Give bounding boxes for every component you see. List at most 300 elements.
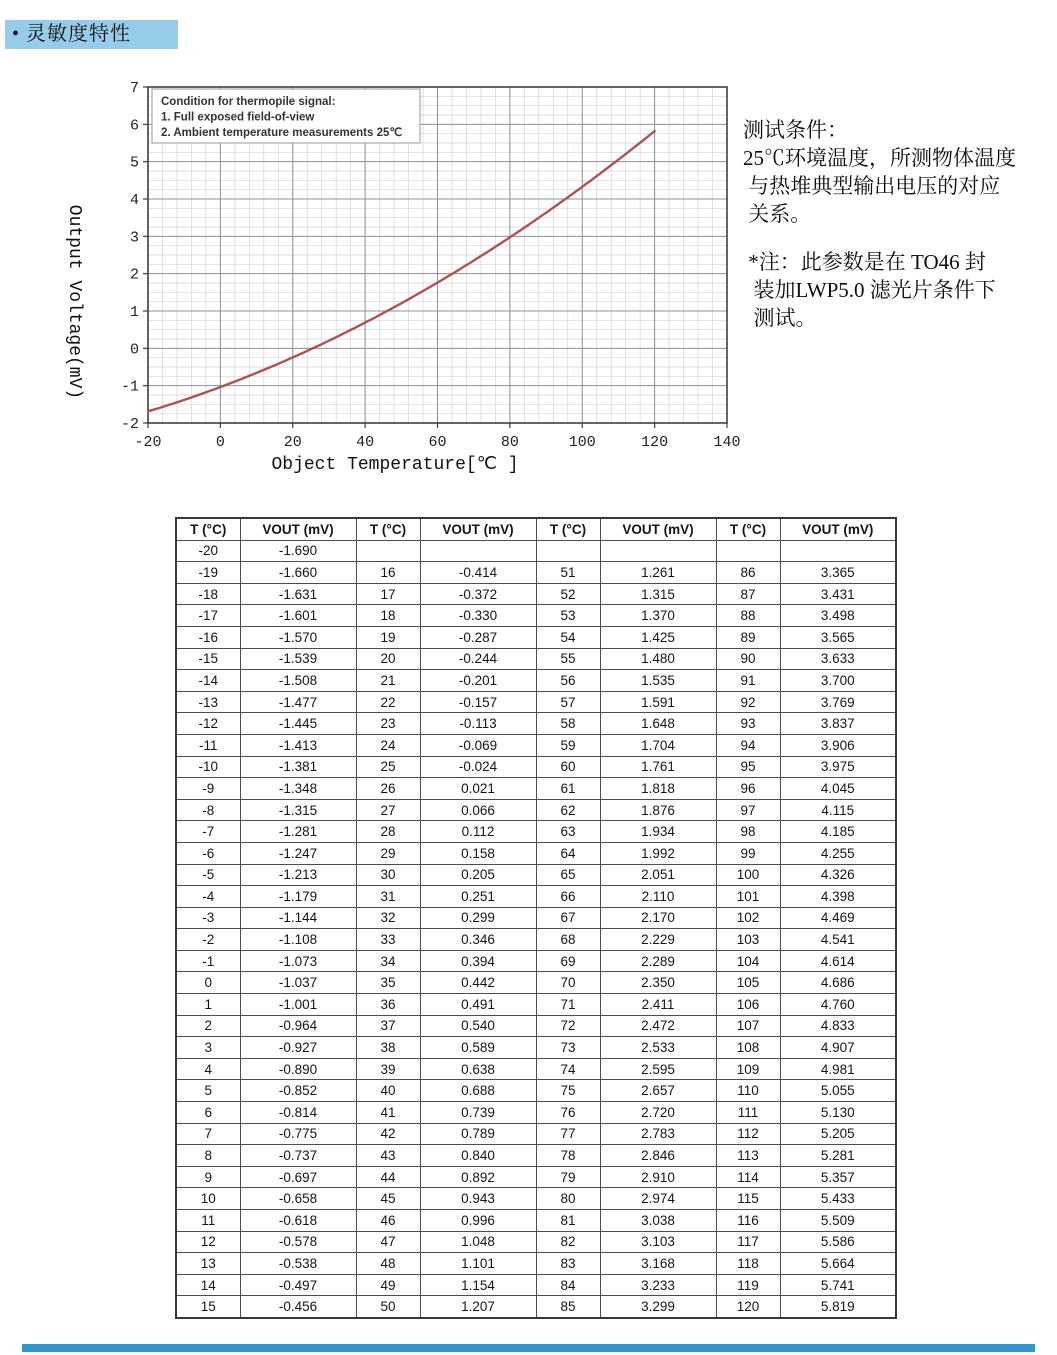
sensitivity-chart xyxy=(45,72,745,492)
table-cell: 5.819 xyxy=(780,1296,896,1318)
table-cell: -1.508 xyxy=(240,670,356,692)
voltage-table xyxy=(175,517,897,1319)
table-cell: 35 xyxy=(356,972,420,994)
table-cell: -0.658 xyxy=(240,1188,356,1210)
table-cell: 92 xyxy=(716,691,780,713)
table-cell: 119 xyxy=(716,1274,780,1296)
table-cell: 61 xyxy=(536,778,600,800)
table-cell: 109 xyxy=(716,1058,780,1080)
note-line: 装加LWP5.0 滤光片条件下 xyxy=(743,278,996,302)
table-cell: 0.943 xyxy=(420,1188,536,1210)
table-cell: 3.906 xyxy=(780,734,896,756)
table-cell: 5 xyxy=(176,1080,240,1102)
table-cell: 4.115 xyxy=(780,799,896,821)
table-cell: 110 xyxy=(716,1080,780,1102)
note-line: 测试。 xyxy=(743,306,817,330)
table-cell: 12 xyxy=(176,1231,240,1253)
table-row xyxy=(176,799,896,821)
table-cell: -4 xyxy=(176,886,240,908)
table-cell: 120 xyxy=(716,1296,780,1318)
table-cell: 1.315 xyxy=(600,583,716,605)
table-cell: -15 xyxy=(176,648,240,670)
table-cell: 60 xyxy=(536,756,600,778)
table-cell: -0.157 xyxy=(420,691,536,713)
table-cell: 69 xyxy=(536,950,600,972)
table-cell: 84 xyxy=(536,1274,600,1296)
table-cell: -1.601 xyxy=(240,605,356,627)
table-row xyxy=(176,864,896,886)
table-cell: 76 xyxy=(536,1102,600,1124)
x-tick-label: 40 xyxy=(356,434,375,451)
table-cell: 80 xyxy=(536,1188,600,1210)
table-cell: 3.038 xyxy=(600,1210,716,1232)
table-cell: 2.657 xyxy=(600,1080,716,1102)
table-cell: 98 xyxy=(716,821,780,843)
table-cell: 48 xyxy=(356,1253,420,1275)
table-cell: -0.578 xyxy=(240,1231,356,1253)
y-tick-label: 4 xyxy=(129,192,139,209)
table-cell: -0.814 xyxy=(240,1102,356,1124)
table-cell: 0.066 xyxy=(420,799,536,821)
table-cell: 2.170 xyxy=(600,907,716,929)
y-tick-label: 6 xyxy=(129,117,139,135)
table-cell: 2.411 xyxy=(600,994,716,1016)
table-body xyxy=(176,540,896,1318)
table-cell: -0.372 xyxy=(420,583,536,605)
table-cell: 4 xyxy=(176,1058,240,1080)
header-cell: VOUT (mV) xyxy=(600,518,716,540)
table-cell: 14 xyxy=(176,1274,240,1296)
table-cell: 0.205 xyxy=(420,864,536,886)
table-cell: 1.535 xyxy=(600,670,716,692)
table-cell: 0.158 xyxy=(420,842,536,864)
table-cell: 101 xyxy=(716,886,780,908)
table-row xyxy=(176,886,896,908)
table-cell: 75 xyxy=(536,1080,600,1102)
table-cell: 42 xyxy=(356,1123,420,1145)
x-tick-label: 80 xyxy=(500,434,519,451)
table-cell: 20 xyxy=(356,648,420,670)
table-row xyxy=(176,1274,896,1296)
x-tick-label: 60 xyxy=(428,434,447,451)
table-cell: -1.073 xyxy=(240,950,356,972)
table-cell: 2.472 xyxy=(600,1015,716,1037)
table-cell: 57 xyxy=(536,691,600,713)
table-cell: 43 xyxy=(356,1145,420,1167)
table-cell: 94 xyxy=(716,734,780,756)
table-row xyxy=(176,950,896,972)
table-cell: -0.287 xyxy=(420,626,536,648)
table-row xyxy=(176,929,896,951)
table-cell: 5.741 xyxy=(780,1274,896,1296)
table-cell: 104 xyxy=(716,950,780,972)
table-row xyxy=(176,670,896,692)
table-cell: 0.299 xyxy=(420,907,536,929)
table-cell: -16 xyxy=(176,626,240,648)
table-cell: 73 xyxy=(536,1037,600,1059)
table-cell: 97 xyxy=(716,799,780,821)
table-cell: 3 xyxy=(176,1037,240,1059)
table-row xyxy=(176,626,896,648)
chart-line xyxy=(148,131,655,411)
table-cell: 1.207 xyxy=(420,1296,536,1318)
table-cell: 3.431 xyxy=(780,583,896,605)
table-cell: 32 xyxy=(356,907,420,929)
table-cell: 86 xyxy=(716,562,780,584)
table-cell xyxy=(716,540,780,562)
table-cell: 89 xyxy=(716,626,780,648)
table-cell: 5.205 xyxy=(780,1123,896,1145)
table-row xyxy=(176,691,896,713)
table-cell: 1.101 xyxy=(420,1253,536,1275)
table-cell: -0.497 xyxy=(240,1274,356,1296)
table-cell: 68 xyxy=(536,929,600,951)
table-cell: 1.761 xyxy=(600,756,716,778)
table-cell: 13 xyxy=(176,1253,240,1275)
header-cell: T (°C) xyxy=(356,518,420,540)
table-cell: -1.539 xyxy=(240,648,356,670)
table-cell: 4.326 xyxy=(780,864,896,886)
table-cell: 28 xyxy=(356,821,420,843)
table-cell: -1.281 xyxy=(240,821,356,843)
table-cell: 106 xyxy=(716,994,780,1016)
table-cell: 116 xyxy=(716,1210,780,1232)
table-cell: 0.840 xyxy=(420,1145,536,1167)
table-row xyxy=(176,1253,896,1275)
table-cell: 1.876 xyxy=(600,799,716,821)
table-cell: 4.907 xyxy=(780,1037,896,1059)
table-cell: 0.892 xyxy=(420,1166,536,1188)
table-cell: -0.414 xyxy=(420,562,536,584)
table-row xyxy=(176,756,896,778)
table-cell: -1.570 xyxy=(240,626,356,648)
table-cell: 0 xyxy=(176,972,240,994)
table-row xyxy=(176,648,896,670)
table-cell: 115 xyxy=(716,1188,780,1210)
table-cell: 19 xyxy=(356,626,420,648)
table-cell: 99 xyxy=(716,842,780,864)
table-row xyxy=(176,972,896,994)
table-cell: 17 xyxy=(356,583,420,605)
table-cell: 55 xyxy=(536,648,600,670)
table-cell: 18 xyxy=(356,605,420,627)
table-cell: 4.255 xyxy=(780,842,896,864)
table-cell: 2.533 xyxy=(600,1037,716,1059)
table-cell: 5.130 xyxy=(780,1102,896,1124)
table-cell: 9 xyxy=(176,1166,240,1188)
table-cell: 40 xyxy=(356,1080,420,1102)
table-cell: 2.974 xyxy=(600,1188,716,1210)
table-cell: 2.720 xyxy=(600,1102,716,1124)
table-cell: 44 xyxy=(356,1166,420,1188)
table-cell: 83 xyxy=(536,1253,600,1275)
table-cell: 1.591 xyxy=(600,691,716,713)
x-tick-label: 20 xyxy=(283,434,302,451)
table-row xyxy=(176,1037,896,1059)
table-cell: 50 xyxy=(356,1296,420,1318)
table-cell: -13 xyxy=(176,691,240,713)
table-cell: 78 xyxy=(536,1145,600,1167)
table-row xyxy=(176,1145,896,1167)
table-cell: 0.112 xyxy=(420,821,536,843)
table-cell: -0.113 xyxy=(420,713,536,735)
table-cell: 3.299 xyxy=(600,1296,716,1318)
footer-divider-bar xyxy=(22,1344,1035,1352)
table-cell: -5 xyxy=(176,864,240,886)
table-cell: 21 xyxy=(356,670,420,692)
x-tick-label: 120 xyxy=(641,434,669,451)
table-cell: -0.244 xyxy=(420,648,536,670)
table-cell: -0.964 xyxy=(240,1015,356,1037)
table-cell: 90 xyxy=(716,648,780,670)
table-cell: 0.251 xyxy=(420,886,536,908)
table-cell: 77 xyxy=(536,1123,600,1145)
table-cell: 102 xyxy=(716,907,780,929)
table-cell: 2.595 xyxy=(600,1058,716,1080)
table-cell: 29 xyxy=(356,842,420,864)
page-title: • 灵敏度特性 xyxy=(5,20,178,49)
table-cell: -18 xyxy=(176,583,240,605)
table-cell: 2.350 xyxy=(600,972,716,994)
table-cell: 1.934 xyxy=(600,821,716,843)
table-cell: 41 xyxy=(356,1102,420,1124)
table-cell: 22 xyxy=(356,691,420,713)
table-row xyxy=(176,778,896,800)
table-cell: 5.664 xyxy=(780,1253,896,1275)
table-cell xyxy=(356,540,420,562)
note-line: 与热堆典型输出电压的对应 xyxy=(743,174,1001,198)
table-cell: 23 xyxy=(356,713,420,735)
table-cell: -14 xyxy=(176,670,240,692)
table-cell xyxy=(536,540,600,562)
table-row xyxy=(176,1058,896,1080)
table-cell: -0.927 xyxy=(240,1037,356,1059)
table-cell: 3.365 xyxy=(780,562,896,584)
table-cell: 11 xyxy=(176,1210,240,1232)
table-cell: 1 xyxy=(176,994,240,1016)
table-cell: -12 xyxy=(176,713,240,735)
table-cell: 1.425 xyxy=(600,626,716,648)
table-cell: -3 xyxy=(176,907,240,929)
table-cell: -1.690 xyxy=(240,540,356,562)
table-cell: -1.413 xyxy=(240,734,356,756)
table-cell: 26 xyxy=(356,778,420,800)
table-row xyxy=(176,1231,896,1253)
table-cell: -1.213 xyxy=(240,864,356,886)
table-cell: 1.370 xyxy=(600,605,716,627)
table-row xyxy=(176,562,896,584)
table-cell: 88 xyxy=(716,605,780,627)
table-cell: 47 xyxy=(356,1231,420,1253)
table-cell: 2.051 xyxy=(600,864,716,886)
table-cell: -0.775 xyxy=(240,1123,356,1145)
table-cell: 85 xyxy=(536,1296,600,1318)
header-cell: VOUT (mV) xyxy=(420,518,536,540)
y-tick-label: 1 xyxy=(129,304,139,321)
table-cell: 5.357 xyxy=(780,1166,896,1188)
table-row xyxy=(176,734,896,756)
table-cell: 67 xyxy=(536,907,600,929)
y-axis-label: Output Voltage(mV) xyxy=(64,204,84,400)
table-cell: 3.633 xyxy=(780,648,896,670)
table-cell: 4.686 xyxy=(780,972,896,994)
table-cell: -1.381 xyxy=(240,756,356,778)
table-cell: 4.614 xyxy=(780,950,896,972)
table-cell: 39 xyxy=(356,1058,420,1080)
table-cell: 4.398 xyxy=(780,886,896,908)
table-cell: 5.433 xyxy=(780,1188,896,1210)
table-cell: 74 xyxy=(536,1058,600,1080)
table-cell: -1.315 xyxy=(240,799,356,821)
table-cell: 51 xyxy=(536,562,600,584)
table-cell: 72 xyxy=(536,1015,600,1037)
table-cell: 87 xyxy=(716,583,780,605)
table-cell: 95 xyxy=(716,756,780,778)
table-cell: -8 xyxy=(176,799,240,821)
table-row xyxy=(176,1102,896,1124)
table-cell: 1.480 xyxy=(600,648,716,670)
table-cell: 0.739 xyxy=(420,1102,536,1124)
table-cell: 5.055 xyxy=(780,1080,896,1102)
table-cell: 1.261 xyxy=(600,562,716,584)
table-cell: -0.890 xyxy=(240,1058,356,1080)
table-cell: -20 xyxy=(176,540,240,562)
table-cell: 1.818 xyxy=(600,778,716,800)
table-cell: 15 xyxy=(176,1296,240,1318)
x-tick-label: 100 xyxy=(568,434,596,451)
table-cell: 3.837 xyxy=(780,713,896,735)
table-row xyxy=(176,1166,896,1188)
table-cell: -1.631 xyxy=(240,583,356,605)
table-cell: 4.541 xyxy=(780,929,896,951)
table-row xyxy=(176,1123,896,1145)
table-cell: 52 xyxy=(536,583,600,605)
table-cell: 54 xyxy=(536,626,600,648)
table-cell: 91 xyxy=(716,670,780,692)
table-cell: 4.760 xyxy=(780,994,896,1016)
table-cell: 36 xyxy=(356,994,420,1016)
test-conditions-note xyxy=(743,116,1057,332)
annotation-line: 2. Ambient temperature measurements 25℃ xyxy=(161,127,403,139)
table-cell: 96 xyxy=(716,778,780,800)
table-cell: -1.348 xyxy=(240,778,356,800)
table-cell: -19 xyxy=(176,562,240,584)
table-cell: -6 xyxy=(176,842,240,864)
table-row xyxy=(176,713,896,735)
table-cell: 0.021 xyxy=(420,778,536,800)
table-cell: -0.737 xyxy=(240,1145,356,1167)
table-row xyxy=(176,1210,896,1232)
table-cell: -2 xyxy=(176,929,240,951)
table-cell: -0.852 xyxy=(240,1080,356,1102)
table-cell: 107 xyxy=(716,1015,780,1037)
table-cell: 3.769 xyxy=(780,691,896,713)
table-cell: 31 xyxy=(356,886,420,908)
table-cell: 66 xyxy=(536,886,600,908)
table-cell: 117 xyxy=(716,1231,780,1253)
table-cell: 1.154 xyxy=(420,1274,536,1296)
table-cell: -1.660 xyxy=(240,562,356,584)
table-cell: 105 xyxy=(716,972,780,994)
table-row xyxy=(176,1296,896,1318)
x-tick-label: 0 xyxy=(215,434,225,451)
header-cell: T (°C) xyxy=(716,518,780,540)
table-cell: -9 xyxy=(176,778,240,800)
table-cell: 3.103 xyxy=(600,1231,716,1253)
table-row xyxy=(176,1188,896,1210)
table-cell: 64 xyxy=(536,842,600,864)
table-cell: 25 xyxy=(356,756,420,778)
table-cell: 59 xyxy=(536,734,600,756)
table-cell: 46 xyxy=(356,1210,420,1232)
table-cell xyxy=(420,540,536,562)
table-cell: 0.491 xyxy=(420,994,536,1016)
table-cell: 49 xyxy=(356,1274,420,1296)
table-cell: 0.442 xyxy=(420,972,536,994)
table-cell: 0.394 xyxy=(420,950,536,972)
table-cell: -0.538 xyxy=(240,1253,356,1275)
table-cell: -0.456 xyxy=(240,1296,356,1318)
table-cell: 5.586 xyxy=(780,1231,896,1253)
y-tick-label: -1 xyxy=(120,378,139,396)
table-cell: 2 xyxy=(176,1015,240,1037)
table-cell: 0.540 xyxy=(420,1015,536,1037)
table-cell: 38 xyxy=(356,1037,420,1059)
table-cell: 3.700 xyxy=(780,670,896,692)
table-cell: 24 xyxy=(356,734,420,756)
table-cell: -1.247 xyxy=(240,842,356,864)
table-cell: -1.179 xyxy=(240,886,356,908)
table-cell: 103 xyxy=(716,929,780,951)
table-cell: 65 xyxy=(536,864,600,886)
table-header-row xyxy=(176,518,896,540)
table-cell: 5.281 xyxy=(780,1145,896,1167)
table-cell: 1.992 xyxy=(600,842,716,864)
table-cell: 2.110 xyxy=(600,886,716,908)
table-cell: -1.001 xyxy=(240,994,356,1016)
y-tick-label: 7 xyxy=(129,80,139,97)
table-cell: 2.783 xyxy=(600,1123,716,1145)
table-cell: -1.477 xyxy=(240,691,356,713)
y-tick-label: -2 xyxy=(120,416,139,433)
table-cell: 3.975 xyxy=(780,756,896,778)
table-cell: 58 xyxy=(536,713,600,735)
note-line: *注：此参数是在 TO46 封 xyxy=(743,250,986,274)
table-row xyxy=(176,842,896,864)
table-cell: 2.229 xyxy=(600,929,716,951)
table-cell: 56 xyxy=(536,670,600,692)
table-cell: 81 xyxy=(536,1210,600,1232)
table-head xyxy=(176,518,896,540)
table-cell: 3.498 xyxy=(780,605,896,627)
header-cell: VOUT (mV) xyxy=(240,518,356,540)
table-cell: -11 xyxy=(176,734,240,756)
table-cell: 4.833 xyxy=(780,1015,896,1037)
table-cell: 2.846 xyxy=(600,1145,716,1167)
table-cell: 63 xyxy=(536,821,600,843)
header-cell: T (°C) xyxy=(536,518,600,540)
table-cell: -0.618 xyxy=(240,1210,356,1232)
table-cell: -0.201 xyxy=(420,670,536,692)
table-cell: 7 xyxy=(176,1123,240,1145)
table-cell: 1.048 xyxy=(420,1231,536,1253)
table-row xyxy=(176,994,896,1016)
table-cell: 33 xyxy=(356,929,420,951)
x-tick-label: -20 xyxy=(134,434,162,451)
table-cell: 1.704 xyxy=(600,734,716,756)
table-cell: 34 xyxy=(356,950,420,972)
table-cell: 3.565 xyxy=(780,626,896,648)
